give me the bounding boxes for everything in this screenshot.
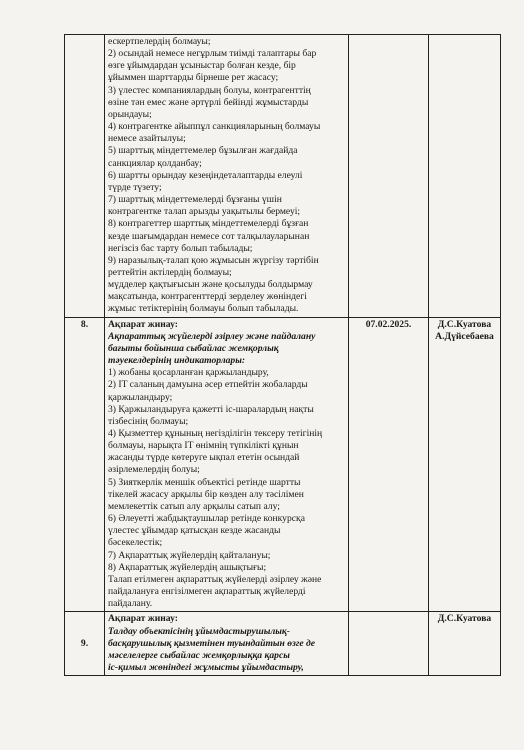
text-line: өзге ұйымдардан ұсыныстар болған кезде, бір: [108, 60, 296, 72]
plan-table: [64, 34, 501, 676]
table-row-8: [65, 317, 501, 612]
text-line: 6) Əлеуетті жабдықтаушылар ретінде конкурсқа: [108, 513, 305, 525]
text-line: үлестес ұйымдар қатысқан кезде жасанды: [108, 525, 281, 537]
text-line: 8) контрагеттер шарттық міндеттемелерді бұзған: [108, 218, 309, 230]
responsible-cell: [429, 35, 501, 318]
description-cell: [105, 317, 349, 612]
text-line: пайдалануға енгізілмеген ақпараттық жүйелерді: [108, 586, 306, 598]
description-cell: [105, 35, 349, 318]
text-line: 7) шарттық міндеттемелерді бұзғаны үшін: [108, 194, 282, 206]
text-line: өзіне тән емес және әртүрлі бейінді жұмыстарды: [108, 96, 309, 108]
text-line: 5) шарттық міндеттемелер бұзылған жағдайда: [108, 145, 298, 157]
date-cell: 07.02.2025.: [349, 317, 429, 612]
indicator-title-line: Талдау объектісінің ұйымдастырушылық-: [108, 625, 290, 637]
text-line: орындауы;: [108, 108, 152, 120]
date-cell: [349, 35, 429, 318]
text-line: 4) Қызметтер құнының негізділігін тексеру тетігінің: [108, 428, 323, 439]
text-line: мемлекеттік сатып алу арқылы сатып алу;: [108, 500, 280, 512]
text-line: жасанды түрде көтеруге ықпал ететін осындай: [108, 452, 300, 464]
row-number: 8.: [65, 317, 105, 612]
responsible-person: Д.С.Куатова: [437, 613, 492, 625]
indicator-title-line: бағыты бойынша сыбайлас жемқорлық: [108, 342, 279, 354]
indicator-title-line: іс-қимыл жөніндегі жұмысты ұйымдастыру,: [108, 661, 304, 673]
text-line: Талап етілмеген ақпараттық жүйелерді əзірлеу жəне: [108, 573, 322, 585]
text-line: тізбесінің болмауы;: [108, 415, 189, 427]
text-line: немесе азайтылуы;: [108, 133, 186, 145]
table-row-9: [65, 612, 501, 676]
text-line: бəсекелестік;: [108, 537, 163, 549]
number-cell: [65, 35, 105, 318]
text-line: контрагентке талап арызды уақытылы бермеуі;: [108, 206, 301, 218]
text-line: 8) Ақпараттық жүйелердің ашықтығы;: [108, 561, 267, 573]
text-line: 6) шартты орындау кезеңіндеталаптарды елеулі: [108, 169, 303, 181]
text-line: 5) Зияткерлік меншік объектісі ретінде шартты: [108, 476, 301, 488]
text-line: реттейтін актілердің болмауы;: [108, 266, 232, 278]
row-heading: Ақпарат жинау:: [108, 318, 178, 330]
text-line: 7) Ақпараттық жүйелердің қайталануы;: [108, 549, 271, 561]
text-line: мүдделер қақтығысын жəне қосылуды болдырмау: [108, 279, 313, 291]
text-line: болмауы, нарықта IT өнімнің түпкілікті құнын: [108, 440, 299, 452]
date-cell: [349, 612, 429, 676]
indicator-title-line: тəуекелдерінің индикаторлары:: [108, 355, 246, 367]
indicator-title-line: басқарушылық қызметінен туындайтын өзге де: [108, 637, 316, 649]
indicator-title-line: Ақпараттық жүйелерді əзірлеу жəне пайдалану: [108, 330, 316, 342]
responsible-cell: [429, 612, 501, 676]
text-line: қаржыландыру;: [108, 391, 173, 403]
text-line: жұмыс тетіктерінің болмауы болып табылады.: [108, 303, 299, 315]
row-heading: Ақпарат жинау:: [108, 613, 178, 625]
text-line: 2) осындай немесе негұрлым тиімді талаптары бар: [108, 48, 317, 60]
text-line: тікелей жасасу арқылы бір көзден алу тəсілімен: [108, 488, 304, 500]
text-line: 3) үлестес компаниялардың болуы, контрагенттің: [108, 84, 311, 96]
text-line: мақсатында, контрагенттерді зерделеу жөніндегі: [108, 291, 307, 303]
text-line: 2) IT саланың дамуына əсер етпейтін жобаларды: [108, 379, 308, 391]
text-line: түрде түзету;: [108, 181, 162, 193]
indicator-title-line: мəселелерге сыбайлас жемқорлыққа қарсы: [108, 649, 290, 661]
text-line: негізсіз бас тарту болып табылады;: [108, 242, 253, 254]
responsible-person: Д.С.Куатова: [437, 318, 492, 330]
text-line: ескертпелердің болмауы;: [108, 36, 211, 47]
responsible-cell: [429, 317, 501, 612]
description-cell: [105, 612, 349, 676]
text-line: пайдалану.: [108, 598, 153, 610]
table-row-continuation: [65, 35, 501, 318]
row-number: 9.: [65, 612, 105, 676]
text-line: 1) жобаны қосарланған қаржыландыру,: [108, 367, 269, 379]
text-line: 9) наразылық-талап қою жұмысын жүргізу тәртібін: [108, 254, 319, 266]
text-line: санкциялар қолданбау;: [108, 157, 202, 169]
text-line: кезде шағымдардан немесе сот талқылауларынан: [108, 230, 310, 242]
text-line: 3) Қаржыландыруға қажетті іс-шаралардың нақты: [108, 403, 314, 415]
responsible-person: А.Дүйсебаева: [435, 330, 494, 342]
text-line: 4) контрагентке айыппұл санкцияларының болмауы: [108, 121, 321, 133]
text-line: əзірлемелердің болуы;: [108, 464, 200, 476]
text-line: ұйыммен шарттарды бірнеше рет жасасу;: [108, 72, 279, 84]
